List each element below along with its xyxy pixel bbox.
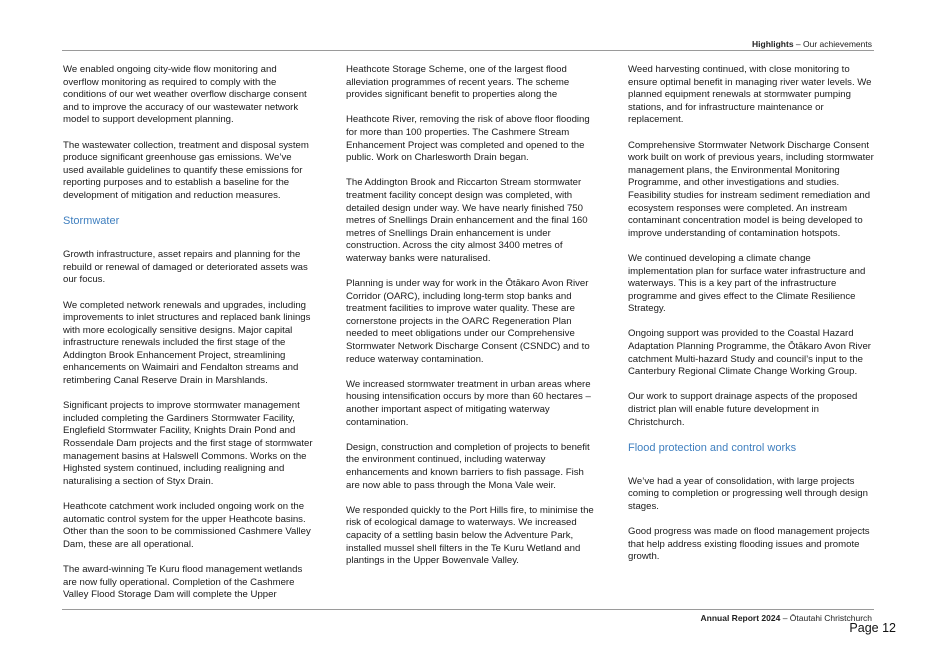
paragraph: The Addington Brook and Riccarton Stream stormwater treatment facility concept design was completed, with detailed design under way. We have nearly finished 750 metres of Snellings Drain enhancement and the final 160 metres of Snellings Drain enhancement is under construction. Across the city almost 3400 metres of waterway banks were naturalised. [346,177,588,264]
section-heading-stormwater: Stormwater [63,215,120,228]
paragraph: The award-winning Te Kuru flood management wetlands are now fully operational. Completion of the Cashmere Valley Flood Storage Dam will complete the Upper [63,563,303,601]
text-column-1 [63,64,313,614]
paragraph: Heathcote Storage Scheme, one of the largest flood alleviation programmes of recent years. The scheme provides significant benefit to properties along the [346,64,570,101]
paragraph: Good progress was made on flood management projects that help address existing flooding issues and promote growth. [628,526,870,563]
footer-city: Ōtautahi Christchurch [789,613,872,623]
header-separator: – [793,39,804,49]
section-heading-flood-protection: Flood protection and control works [628,441,797,454]
header-subtitle: Our achievements [803,39,872,49]
text-column-2 [346,64,596,580]
paragraph: We responded quickly to the Port Hills fire, to minimise the risk of ecological damage to waterways. We increased capacity of a settling basin below the Adventure Park, installed mussel shell filters in the Te Kuru Wetland and plantings in the Upper Bowenvale Valley. [346,504,594,567]
paragraph: Design, construction and completion of projects to benefit the environment continued, including waterway enhancements and known barriers to fish passage. Fish are now able to pass through the Mona Vale weir. [346,441,590,491]
paragraph: Heathcote River, removing the risk of above floor flooding for more than 100 properties. The Cashmere Stream Enhancement Project was completed and opened to the public. Work on Charlesworth Drain began. [346,114,590,164]
footer-separator: – [780,613,790,623]
page-number: Page 12 [849,621,896,635]
paragraph: Heathcote catchment work included ongoing work on the automatic control system for the upper Heathcote basins. Other than the soon to be commissioned Cashmere Valley Dam, these are all operational. [63,501,311,550]
paragraph: Ongoing support was provided to the Coastal Hazard Adaptation Planning Programme, the Ōtākaro Avon River catchment Multi-hazard Study and council’s input to the Canterbury Regional Climate Change Working Group. [628,328,872,378]
paragraph: Weed harvesting continued, with close monitoring to ensure optimal benefit in managing river water levels. We planned equipment renewals at stormwater pumping stations, and for infrastructure maintenance or replacement. [628,64,872,126]
footer-report-title: Annual Report 2024 [700,613,781,623]
paragraph: Comprehensive Stormwater Network Discharge Consent work built on work of previous years, including stormwater management plans, the Environmental Monitoring Programme, and other investigations and studies. Feasibility studies for instream sediment remediation and ecosystem responses were completed. An instream contaminant concentration model is being developed to improve understanding of contamination hotspots. [628,139,874,239]
footer-rule [62,609,874,610]
paragraph: We enabled ongoing city-wide flow monitoring and overflow monitoring as required to comply with the conditions of our wet weather overflow discharge consent and to improve the accuracy of our wastewater network model to support development planning. [63,64,307,126]
paragraph: Growth infrastructure, asset repairs and planning for the rebuild or renewal of damaged or deteriorated assets was our focus. [63,249,308,286]
paragraph: We completed network renewals and upgrades, including improvements to inlet structures and replaced bank linings with more ecologically sensitive designs. Major capital infrastructure renewals included the first stage of the Addington Brook Enhancement Project, streamlining enhancements on Waimairi and Fendalton streams and retimbering Canal Reserve Drain in Marshlands. [63,299,311,387]
paragraph: The wastewater collection, treatment and disposal system produce significant greenhouse gas emissions. We’ve used available guidelines to quantify these emissions for reporting purposes and to establish a baseline for the development of mitigation and reduction measures. [63,139,309,201]
header-rule [62,50,874,51]
paragraph: We’ve had a year of consolidation, with large projects coming to completion or progressing well through design stages. [628,475,868,512]
paragraph: Significant projects to improve stormwater management included completing the Gardiners Stormwater Facility, Englefield Stormwater Facility, Knights Drain Pond and Rossendale Dam projects and the first stage of stormwater management basins at Halswell Commons. Works on the Highsted system continued, including realigning and naturalising a section of Styx Drain. [63,400,313,487]
paragraph: Planning is under way for work in the Ōtākaro Avon River Corridor (OARC), including long-term stop banks and treatment facilities to improve water quality. These are cornerstone projects in the OARC Regeneration Plan needed to meet obligations under our Comprehensive Stormwater Network Discharge Consent (CSNDC) and to reduce waterway contamination. [346,278,590,365]
running-header [752,39,872,49]
paragraph: We continued developing a climate change implementation plan for surface water infrastructure and waterways. This is a key part of the infrastructure programme and gives effect to the Climate Resilience Strategy. [628,252,866,315]
running-footer [701,613,872,623]
paragraph: Our work to support drainage aspects of the proposed district plan will enable future development in Christchurch. [628,391,858,428]
paragraph: We increased stormwater treatment in urban areas where housing intensification occurs by more than 60 hectares – another important aspect of mitigating waterway contamination. [346,378,591,428]
text-column-3 [628,64,878,577]
header-section: Highlights [752,39,794,49]
